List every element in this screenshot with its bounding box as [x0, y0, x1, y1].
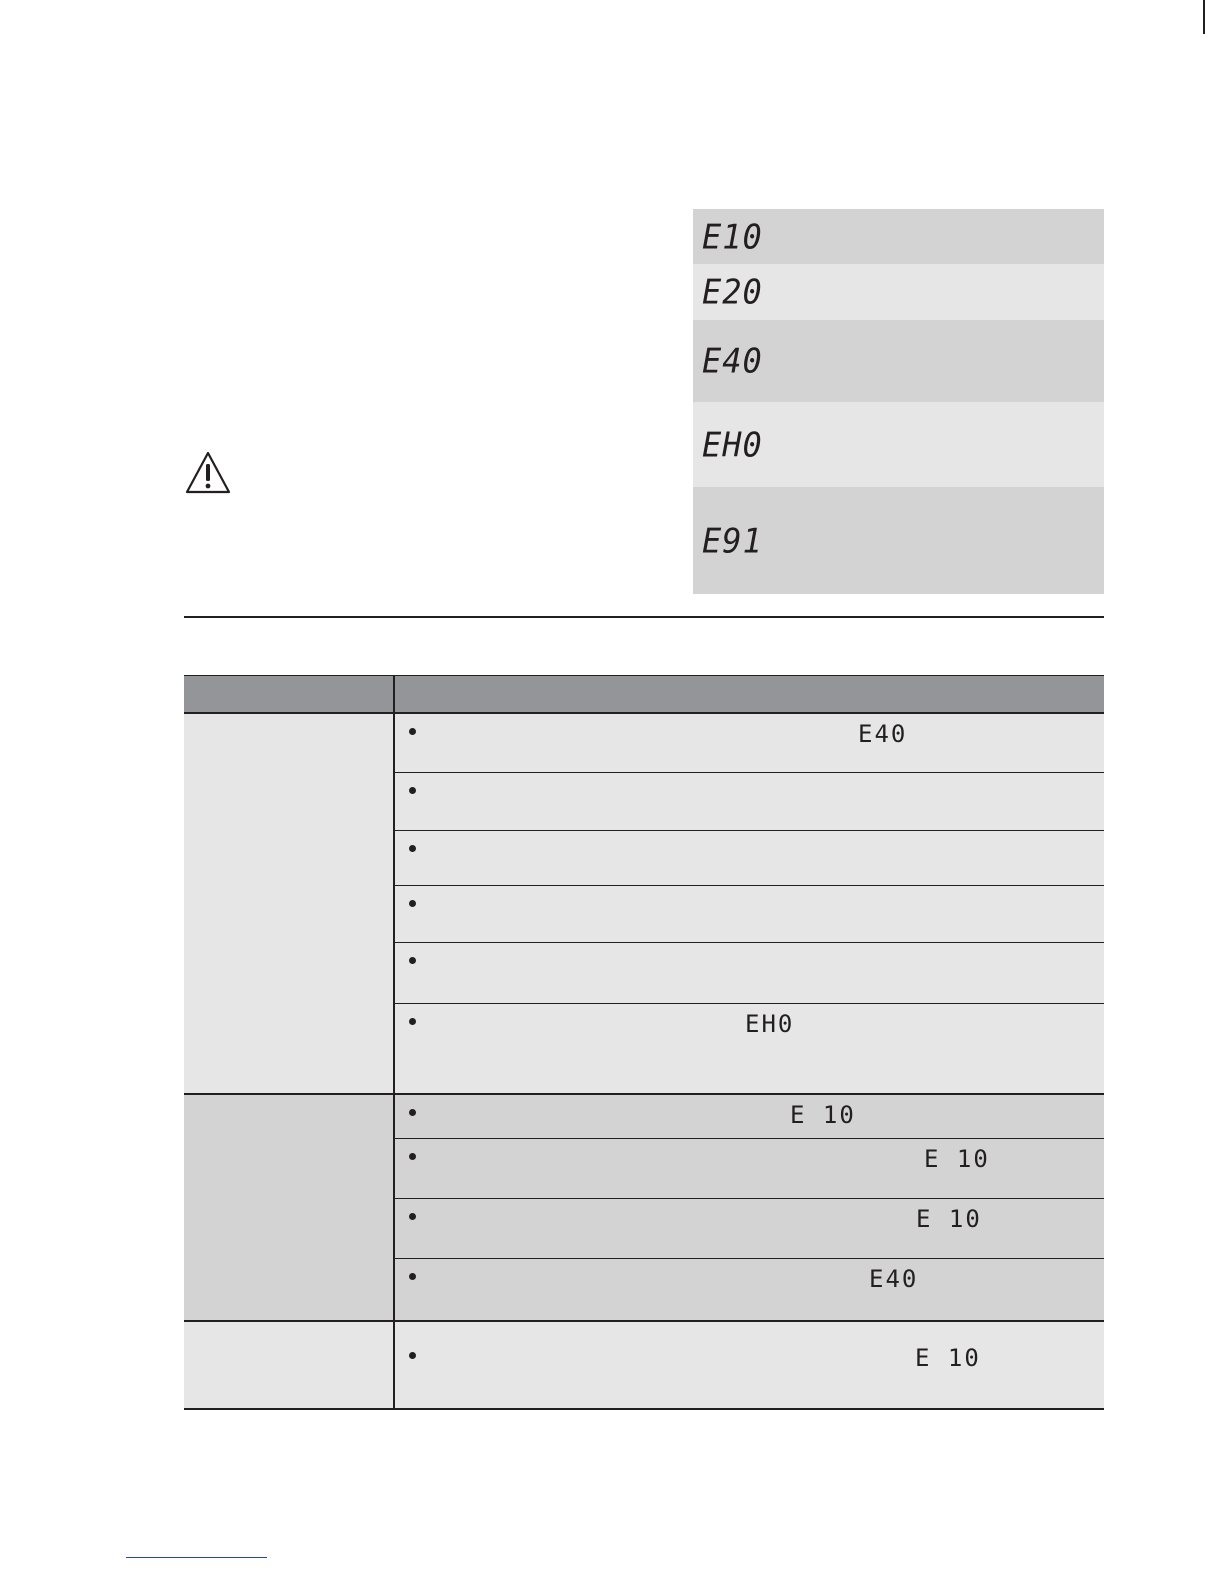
error-code: E91	[702, 520, 763, 561]
bullet-icon	[409, 1213, 416, 1220]
bullet-icon	[409, 845, 416, 852]
error-code-row	[693, 487, 1104, 594]
bullet-icon	[409, 1273, 416, 1280]
tip-item	[395, 773, 1104, 831]
header-cell-problem	[184, 676, 395, 712]
table-row-group	[184, 1095, 1104, 1322]
bullet-icon	[409, 787, 416, 794]
error-code-row	[693, 320, 1104, 402]
tip-item	[395, 1095, 1104, 1139]
warning-icon	[185, 450, 231, 496]
bullet-icon	[409, 1352, 416, 1359]
error-code: E20	[702, 272, 763, 312]
solution-cell	[395, 1095, 1104, 1320]
solution-cell	[395, 714, 1104, 1093]
tip-error-code: E 10	[790, 1101, 856, 1129]
table-row-group	[184, 1322, 1104, 1410]
bullet-icon	[409, 1153, 416, 1160]
bullet-icon	[409, 1018, 416, 1025]
tip-error-code: E 10	[916, 1205, 982, 1233]
tip-item	[395, 886, 1104, 943]
error-code-row	[693, 209, 1104, 264]
tip-item	[395, 1139, 1104, 1199]
problem-cell	[184, 1322, 395, 1408]
error-code-panel	[693, 209, 1104, 594]
bullet-icon	[409, 957, 416, 964]
tip-item	[395, 1259, 1104, 1320]
tip-error-code: E 10	[924, 1145, 990, 1173]
tip-item	[395, 1199, 1104, 1259]
problem-cell	[184, 714, 395, 1093]
footer-link-underline[interactable]	[126, 1557, 267, 1558]
tip-error-code: E40	[869, 1265, 919, 1293]
tip-item	[395, 1322, 1104, 1408]
tip-item	[395, 831, 1104, 886]
error-code: E40	[702, 341, 763, 381]
table-row-group	[184, 714, 1104, 1095]
header-cell-solution	[395, 676, 1104, 712]
bullet-icon	[409, 900, 416, 907]
error-code-row	[693, 402, 1104, 487]
tip-item	[395, 714, 1104, 773]
troubleshooting-table	[184, 675, 1104, 1410]
table-header	[184, 675, 1104, 714]
problem-cell	[184, 1095, 395, 1320]
solution-cell	[395, 1322, 1104, 1408]
tip-error-code: E40	[858, 720, 908, 748]
top-margin-rule	[1203, 0, 1205, 34]
section-divider	[184, 616, 1104, 618]
tip-item	[395, 943, 1104, 1004]
error-code-row	[693, 264, 1104, 320]
tip-error-code: E 10	[915, 1344, 981, 1372]
error-code: E10	[702, 216, 763, 257]
bullet-icon	[409, 1109, 416, 1116]
tip-item	[395, 1004, 1104, 1093]
tip-error-code: EH0	[745, 1010, 795, 1038]
error-code: EH0	[702, 424, 763, 465]
bullet-icon	[409, 728, 416, 735]
